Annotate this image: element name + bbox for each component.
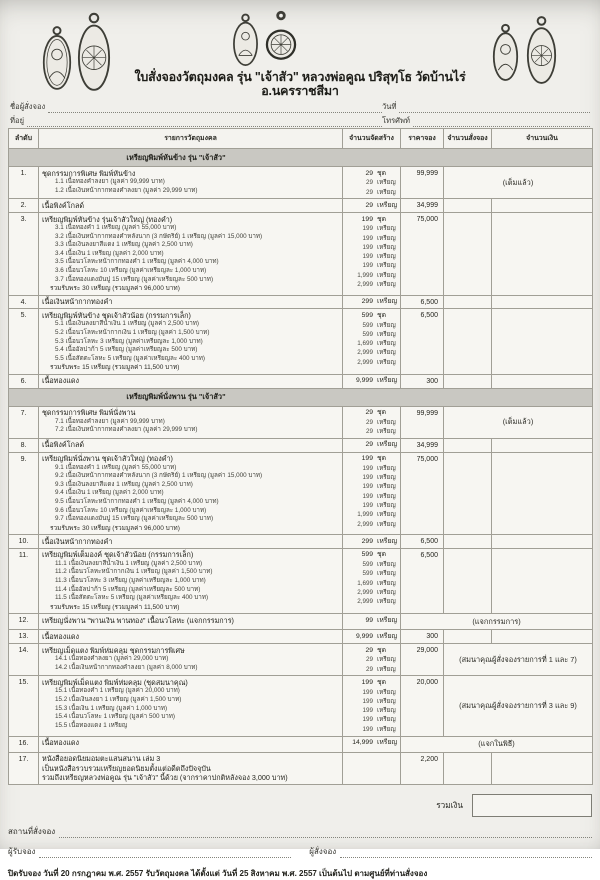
cell-item-description: [39, 535, 343, 549]
cell-item-description: [39, 406, 343, 438]
column-header-order-quantity: จำนวนสั่งจอง: [444, 129, 492, 149]
column-header-price: ราคาจอง: [401, 129, 444, 149]
address-label: ที่อยู่: [10, 116, 25, 125]
section-header-row: [9, 149, 593, 167]
row-note: (เต็มแล้ว): [444, 167, 593, 199]
cell-index: 15.: [9, 676, 39, 736]
cell-reserve-price: 29,000: [401, 644, 444, 676]
cell-quantity-made: 299 เหรียญ: [343, 535, 401, 549]
receiver-signature-field: [39, 847, 291, 858]
row-note: (แจกกรรมการ): [401, 614, 593, 630]
item-sub-line: 14.1 เนื้อทองคำลงยา (มูลค่า 29,000 บาท): [55, 655, 169, 663]
item-sub-line: 15.5 เนื้อทองแดง 1 เหรียญ: [55, 721, 128, 729]
item-title: เหรียญพิมพ์นั่งพาน ชุดเจ้าสัวใหญ่ (ทองคำ): [42, 454, 173, 464]
cell-index: 11.: [9, 548, 39, 613]
cell-reserve-price: 6,500: [401, 535, 444, 549]
column-header-amount: จำนวนเงิน: [492, 129, 593, 149]
item-sub-line: 3.3 เนื้อเงินลงยาสีแดง 1 เหรียญ (มูลค่า 2,500 บาท): [55, 241, 193, 249]
address-field: [27, 116, 382, 127]
item-sub-line: 5.4 เนื้ออัลปาก้า 5 เหรียญ (มูลค่าเหรียญละ 500 บาท): [55, 346, 198, 354]
cell-order-quantity: [444, 374, 492, 388]
cell-index: 10.: [9, 535, 39, 549]
table-row: [9, 374, 593, 388]
cell-quantity-made: 9,999 เหรียญ: [343, 630, 401, 644]
item-sub-line: 5.1 เนื้อเงินลงยาสีน้ำเงิน 1 เหรียญ (มูลค่า 2,500 บาท): [55, 320, 200, 328]
cell-quantity-made: 14,999 เหรียญ: [343, 736, 401, 752]
item-title: เหรียญพิมพ์เม็ดแตง พิมพ์ห่มคลุม (ชุดสมนาคุณ): [42, 677, 188, 687]
cell-quantity-made: 199 ชุด 199 เหรียญ 199 เหรียญ 199 เหรียญ 199 เหรียญ 199 เหรียญ 1,999 เหรียญ 2,999 เหรียญ: [343, 452, 401, 535]
cell-item-description: [39, 752, 343, 785]
column-header-quantity-made: จำนวนจัดสร้าง: [343, 129, 401, 149]
orderer-name-field: [48, 102, 382, 113]
cell-index: 7.: [9, 406, 39, 438]
item-title: เนื้อทองแดง: [42, 376, 80, 386]
item-sub-line: 7.1 เนื้อทองคำลงยา (มูลค่า 99,999 บาท): [55, 417, 165, 425]
footer-fields: [8, 825, 592, 880]
item-sub-line: 9.5 เนื้อนวโลหะหน้ากากทองคำ 1 เหรียญ (มูลค่า 4,000 บาท): [55, 497, 219, 505]
cell-item-description: [39, 452, 343, 535]
header-fields: [10, 99, 590, 127]
cell-order-quantity: [444, 309, 492, 374]
cell-quantity-made: [343, 752, 401, 785]
item-total-line: รวมรับพระ 15 เหรียญ (รวมมูลค่า 11,500 บาท): [50, 364, 180, 372]
item-title: เนื้อเงินหน้ากากทองคำ: [42, 536, 113, 546]
item-sub-line: 15.1 เนื้อทองคำ 1 เหรียญ (มูลค่า 20,000 บาท): [55, 687, 180, 695]
order-table-body: [9, 149, 593, 785]
item-sub-line: 11.2 เนื้อนวโลหะหน้ากากเงิน 1 เหรียญ (มูลค่า 1,500 บาท): [55, 568, 213, 576]
cell-reserve-price: 20,000: [401, 676, 444, 736]
item-sub-line: 3.6 เนื้อนวโลหะ 10 เหรียญ (มูลค่าเหรียญละ 1,000 บาท): [55, 266, 207, 274]
cell-index: 3.: [9, 213, 39, 296]
cell-item-description: [39, 213, 343, 296]
item-sub-line: 9.7 เนื้อทองแดงมันปู 15 เหรียญ (มูลค่าเหรียญละ 500 บาท): [55, 515, 214, 523]
orderer-signature-field: [340, 847, 592, 858]
table-row: [9, 644, 593, 676]
table-row: [9, 752, 593, 785]
cell-quantity-made: 599 ชุด 599 เหรียญ 599 เหรียญ 1,699 เหรียญ 2,999 เหรียญ 2,999 เหรียญ: [343, 309, 401, 374]
item-sub-line: 3.7 เนื้อทองแดงมันปู 15 เหรียญ (มูลค่าเหรียญละ 500 บาท): [55, 275, 214, 283]
item-sub-line: 15.4 เนื้อนวโลหะ 1 เหรียญ (มูลค่า 500 บาท): [55, 713, 175, 721]
closing-note: ปิดรับจอง วันที่ 20 กรกฎาคม พ.ศ. 2557 รับวัตถุมงคล ได้ตั้งแต่ วันที่ 25 สิงหาคม พ.ศ. 2557 เป็นต้นไป ตามศูนย์ที่ท่านสั่งจอง: [8, 869, 428, 879]
item-title: รวมถึงเหรียญหลวงพ่อคูณ รุ่น "เจ้าสัว" นี้ด้วย (จากราคาปกติหลังจอง 3,000 บาท): [42, 773, 288, 783]
cell-amount: [492, 535, 593, 549]
cell-quantity-made: 29 ชุด 29 เหรียญ 29 เหรียญ: [343, 644, 401, 676]
row-note: (แจกในพิธี): [401, 736, 593, 752]
item-title: เหรียญพิมพ์เต็มองค์ ชุดเจ้าสัวน้อย (กรรมการเล็ก): [42, 550, 194, 560]
cell-reserve-price: 99,999: [401, 406, 444, 438]
item-sub-line: 7.2 เนื้อเงินหน้ากากทองคำลงยา (มูลค่า 29,999 บาท): [55, 426, 198, 434]
item-sub-line: 9.3 เนื้อเงินลงยาสีแดง 1 เหรียญ (มูลค่า 2,500 บาท): [55, 480, 193, 488]
cell-index: 5.: [9, 309, 39, 374]
amulet-medal-left-portrait-image: [42, 24, 72, 92]
table-row: [9, 452, 593, 535]
cell-index: 17.: [9, 752, 39, 785]
item-title: เนื้อพิงค์โกลด์: [42, 440, 85, 450]
section-title-cell: [9, 388, 593, 406]
cell-reserve-price: 300: [401, 630, 444, 644]
item-sub-line: 5.3 เนื้อนวโลหะ 3 เหรียญ (มูลค่าเหรียญละ 1,000 บาท): [55, 337, 203, 345]
item-sub-line: 3.4 เนื้อเงิน 1 เหรียญ (มูลค่า 2,000 บาท): [55, 249, 164, 257]
item-sub-line: 11.4 เนื้ออัลปาก้า 5 เหรียญ (มูลค่าเหรียญละ 500 บาท): [55, 585, 201, 593]
cell-amount: [492, 309, 593, 374]
item-sub-line: 15.2 เนื้อเงินลงยา 1 เหรียญ (มูลค่า 1,500 บาท): [55, 695, 182, 703]
cell-reserve-price: 75,000: [401, 452, 444, 535]
form-body: [8, 128, 592, 880]
item-sub-line: 11.1 เนื้อเงินลงยาสีน้ำเงิน 1 เหรียญ (มูลค่า 2,500 บาท): [55, 559, 203, 567]
cell-item-description: [39, 167, 343, 199]
table-row: [9, 213, 593, 296]
cell-reserve-price: 300: [401, 374, 444, 388]
cell-amount: [492, 630, 593, 644]
item-sub-line: 5.2 เนื้อนวโลหะหน้ากากเงิน 1 เหรียญ (มูลค่า 1,500 บาท): [55, 328, 210, 336]
item-total-line: รวมรับพระ 30 เหรียญ (รวมมูลค่า 96,000 บาท): [50, 524, 180, 532]
table-row: [9, 199, 593, 213]
cell-quantity-made: 299 เหรียญ: [343, 295, 401, 309]
item-title: เหรียญเม็ดแตง พิมพ์ห่มคลุม ชุดกรรมการพิเศษ: [42, 645, 185, 655]
item-sub-line: 1.1 เนื้อทองคำลงยา (มูลค่า 99,999 บาท): [55, 178, 165, 185]
item-sub-line: 9.4 เนื้อเงิน 1 เหรียญ (มูลค่า 2,000 บาท): [55, 489, 164, 497]
cell-index: 14.: [9, 644, 39, 676]
cell-quantity-made: 199 ชุด 199 เหรียญ 199 เหรียญ 199 เหรียญ 199 เหรียญ 199 เหรียญ: [343, 676, 401, 736]
cell-item-description: [39, 199, 343, 213]
cell-reserve-price: 6,500: [401, 295, 444, 309]
row-note: (เต็มแล้ว): [444, 406, 593, 438]
order-location-label: สถานที่สั่งจอง: [8, 827, 56, 837]
amulet-medal-center-pendant-image: [232, 13, 259, 67]
cell-item-description: [39, 736, 343, 752]
table-row: [9, 535, 593, 549]
order-table: [8, 128, 593, 785]
cell-item-description: [39, 630, 343, 644]
cell-item-description: [39, 374, 343, 388]
item-sub-line: 9.2 เนื้อเงินหน้ากากทองคำหลังนาก (3 กษัตริย์) 1 เหรียญ (มูลค่า 15,000 บาท): [55, 472, 263, 480]
cell-quantity-made: 29 ชุด 29 เหรียญ 29 เหรียญ: [343, 406, 401, 438]
cell-index: 4.: [9, 295, 39, 309]
table-row: [9, 309, 593, 374]
cell-quantity-made: 99 เหรียญ: [343, 614, 401, 630]
cell-order-quantity: [444, 199, 492, 213]
cell-quantity-made: 29 ชุด 29 เหรียญ 29 เหรียญ: [343, 167, 401, 199]
cell-amount: [492, 438, 593, 452]
item-title: เหรียญพิมพ์หันข้าง รุ่นเจ้าสัวใหญ่ (ทองคำ): [42, 214, 173, 224]
amulet-medal-right-yantra-image: [526, 13, 557, 89]
table-row: [9, 406, 593, 438]
cell-amount: [492, 548, 593, 613]
cell-reserve-price: 34,999: [401, 438, 444, 452]
cell-quantity-made: 199 ชุด 199 เหรียญ 199 เหรียญ 199 เหรียญ 199 เหรียญ 199 เหรียญ 1,999 เหรียญ 2,999 เหรียญ: [343, 213, 401, 296]
table-row: [9, 167, 593, 199]
cell-order-quantity: [444, 630, 492, 644]
cell-order-quantity: [444, 548, 492, 613]
cell-amount: [492, 199, 593, 213]
cell-amount: [492, 374, 593, 388]
total-amount-label: รวมเงิน: [436, 801, 463, 811]
section-header-row: [9, 388, 593, 406]
item-sub-line: 15.3 เนื้อเงิน 1 เหรียญ (มูลค่า 1,000 บาท): [55, 704, 168, 712]
cell-index: 6.: [9, 374, 39, 388]
phone-label: โทรศัพท์: [382, 116, 410, 125]
summary-row: [8, 794, 592, 817]
item-title: เนื้อทองแดง: [42, 738, 80, 748]
item-title: ชุดกรรมการพิเศษ พิมพ์หันข้าง: [42, 168, 136, 178]
section-title-text: เหรียญพิมพ์นั่งพาน รุ่น "เจ้าสัว": [126, 392, 226, 402]
cell-order-quantity: [444, 452, 492, 535]
orderer-label: ผู้สั่งจอง: [309, 847, 337, 857]
orderer-name-label: ชื่อผู้สั่งจอง: [10, 102, 46, 111]
item-title: หนังสือยอดนิยมอมตะแสนสนาน เล่ม 3: [42, 754, 161, 764]
section-title-text: เหรียญพิมพ์หันข้าง รุ่น "เจ้าสัว": [126, 152, 226, 162]
table-row: [9, 295, 593, 309]
amulet-medal-right-portrait-image: [492, 21, 519, 85]
cell-item-description: [39, 438, 343, 452]
item-title: เนื้อพิงค์โกลด์: [42, 200, 85, 210]
item-total-line: รวมรับพระ 30 เหรียญ (รวมมูลค่า 96,000 บาท): [50, 285, 180, 293]
cell-item-description: [39, 295, 343, 309]
item-sub-line: 3.5 เนื้อนวโลหะหน้ากากทองคำ 1 เหรียญ (มูลค่า 4,000 บาท): [55, 258, 219, 266]
table-row: [9, 630, 593, 644]
item-sub-line: 3.1 เนื้อทองคำ 1 เหรียญ (มูลค่า 55,000 บาท): [55, 224, 177, 231]
section-title-cell: [9, 149, 593, 167]
row-note: (สมนาคุณผู้สั่งจองรายการที่ 3 และ 9): [444, 676, 593, 736]
item-title: เป็นหนังสือรวบรวมเหรียญยอดนิยมตั้งแต่อดีตถึงปัจจุบัน: [42, 763, 211, 773]
column-header-index: ลำดับ: [9, 129, 39, 149]
item-sub-line: 9.6 เนื้อนวโลหะ 10 เหรียญ (มูลค่าเหรียญละ 1,000 บาท): [55, 506, 207, 514]
cell-amount: [492, 752, 593, 785]
phone-field: [413, 116, 590, 127]
table-row: [9, 676, 593, 736]
cell-order-quantity: [444, 438, 492, 452]
cell-reserve-price: 99,999: [401, 167, 444, 199]
receiver-label: ผู้รับจอง: [8, 847, 36, 857]
item-sub-line: 14.2 เนื้อเงินหน้ากากทองคำลงยา (มูลค่า 8,000 บาท): [55, 663, 198, 671]
date-field: [399, 102, 590, 113]
cell-reserve-price: 34,999: [401, 199, 444, 213]
row-note: (สมนาคุณผู้สั่งจองรายการที่ 1 และ 7): [444, 644, 593, 676]
cell-reserve-price: 6,500: [401, 548, 444, 613]
cell-index: 1.: [9, 167, 39, 199]
cell-amount: [492, 295, 593, 309]
table-row: [9, 736, 593, 752]
cell-index: 2.: [9, 199, 39, 213]
table-row: [9, 438, 593, 452]
table-header-row: [9, 129, 593, 149]
item-sub-line: 9.1 เนื้อทองคำ 1 เหรียญ (มูลค่า 55,000 บาท): [55, 463, 177, 471]
item-title: เนื้อเงินหน้ากากทองคำ: [42, 297, 113, 307]
item-sub-line: 5.5 เนื้อสัตตะโลหะ 5 เหรียญ (มูลค่าเหรียญละ 400 บาท): [55, 354, 206, 362]
item-title: เหรียญพิมพ์หันข้าง ชุดเจ้าสัวน้อย (กรรมการเล็ก): [42, 310, 191, 320]
item-title: เหรียญนั่งพาน "พานเงิน พานทอง" เนื้อนวโลหะ (แจกกรรมการ): [42, 615, 234, 625]
cell-index: 13.: [9, 630, 39, 644]
item-title: ชุดกรรมการพิเศษ พิมพ์นั่งพาน: [42, 408, 136, 418]
cell-reserve-price: 2,200: [401, 752, 444, 785]
item-sub-line: 11.5 เนื้อสัตตะโลหะ 5 เหรียญ (มูลค่าเหรียญละ 400 บาท): [55, 594, 209, 602]
cell-quantity-made: 599 ชุด 599 เหรียญ 599 เหรียญ 1,699 เหรียญ 2,999 เหรียญ 2,999 เหรียญ: [343, 548, 401, 613]
cell-reserve-price: 75,000: [401, 213, 444, 296]
total-amount-box: [472, 794, 592, 817]
cell-item-description: [39, 644, 343, 676]
cell-item-description: [39, 309, 343, 374]
table-row: [9, 548, 593, 613]
column-header-item: รายการวัตถุมงคล: [39, 129, 343, 149]
cell-reserve-price: 6,500: [401, 309, 444, 374]
cell-index: 16.: [9, 736, 39, 752]
page-title: ใบสั่งจองวัตถุมงคล รุ่น "เจ้าสัว" หลวงพ่อคูณ ปริสุทฺโธ วัดบ้านไร่ อ.นครราชสีมา: [134, 70, 466, 98]
cell-item-description: [39, 676, 343, 736]
cell-index: 9.: [9, 452, 39, 535]
item-sub-line: 3.2 เนื้อเงินหน้ากากทองคำหลังนาก (3 กษัตริย์) 1 เหรียญ (มูลค่า 15,000 บาท): [55, 232, 263, 240]
item-sub-line: 1.2 เนื้อเงินหน้ากากทองคำลงยา (มูลค่า 29,999 บาท): [55, 186, 198, 194]
cell-quantity-made: 29 เหรียญ: [343, 438, 401, 452]
cell-order-quantity: [444, 752, 492, 785]
cell-quantity-made: 29 เหรียญ: [343, 199, 401, 213]
order-location-field: [59, 827, 592, 838]
amulet-medal-center-round-image: [266, 8, 296, 70]
item-total-line: รวมรับพระ 15 เหรียญ (รวมมูลค่า 11,500 บาท): [50, 603, 180, 611]
table-row: [9, 614, 593, 630]
cell-index: 8.: [9, 438, 39, 452]
cell-order-quantity: [444, 213, 492, 296]
cell-order-quantity: [444, 535, 492, 549]
cell-amount: [492, 213, 593, 296]
cell-index: 12.: [9, 614, 39, 630]
cell-item-description: [39, 614, 343, 630]
item-sub-line: 11.3 เนื้อนวโลหะ 3 เหรียญ (มูลค่าเหรียญละ 1,000 บาท): [55, 577, 206, 585]
cell-amount: [492, 452, 593, 535]
cell-quantity-made: 9,999 เหรียญ: [343, 374, 401, 388]
cell-item-description: [39, 548, 343, 613]
cell-order-quantity: [444, 295, 492, 309]
item-title: เนื้อทองแดง: [42, 631, 80, 641]
date-label: วันที่: [382, 102, 397, 111]
